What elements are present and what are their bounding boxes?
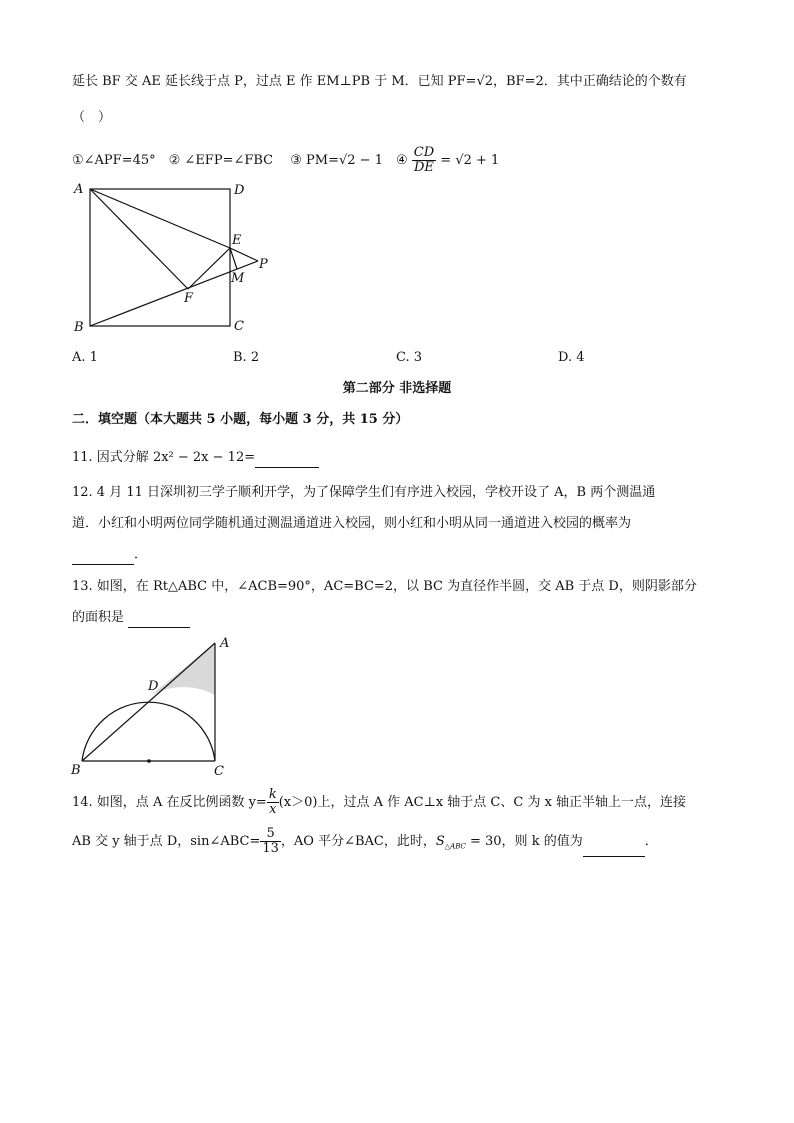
q10-conclusions-text: ①∠APF=45° ② ∠EFP=∠FBC ③ PM=√2 − 1 ④	[72, 153, 408, 168]
label-c: C	[234, 319, 244, 334]
q14-frac-num: k	[268, 787, 277, 802]
center-dot	[147, 759, 151, 763]
label-b: B	[71, 763, 81, 778]
q10-c4-den: DE	[414, 160, 434, 175]
q14-area-label: S	[435, 834, 445, 849]
label-m: M	[231, 271, 245, 286]
q13-line2	[72, 609, 190, 628]
label-d: D	[234, 183, 245, 198]
q14-frac-den: x	[269, 802, 277, 817]
label-d: D	[148, 679, 159, 694]
q10-answer-paren: （ ）	[72, 110, 112, 125]
q14-sin-den: 13	[262, 841, 279, 856]
q10-stem-line1: 延长 BF 交 AE 延长线于点 P，过点 E 作 EM⊥PB 于 M．已知 PF=√2，BF=2．其中正确结论的个数有	[72, 74, 687, 89]
q14-line2-b: ，AO 平分∠BAC，此时，	[280, 834, 436, 849]
q13-semicircle-figure	[68, 632, 243, 782]
q10-conclusions	[72, 146, 499, 175]
q14-sin-num: 5	[260, 827, 281, 842]
q14-line2-c: = 30，则 k 的值为	[465, 834, 583, 849]
section-fill-in-blank: 二．填空题（本大题共 5 小题，每小题 3 分，共 15 分）	[72, 412, 409, 427]
q14-line1-b: (x＞0)上，过点 A 作 AC⊥x 轴于点 C、C 为 x 轴正半轴上一点，连接	[278, 795, 687, 810]
q14-area-sub: △ABC	[444, 842, 466, 851]
q14-line2-a: AB 交 y 轴于点 D，sin∠ABC=	[72, 834, 261, 849]
q10-c4-num: CD	[413, 145, 435, 160]
label-a: A	[74, 182, 84, 197]
q12-line1: 12. 4 月 11 日深圳初三学子顺利开学，为了保障学生们有序进入校园，学校开设了 A，B 两个测温通	[72, 485, 656, 500]
segment-ba	[82, 643, 215, 761]
q13-answer-blank[interactable]	[128, 609, 190, 628]
q11-answer-blank[interactable]	[255, 449, 319, 468]
q14-sin-fraction	[260, 827, 281, 856]
q14-line1-a: 14. 如图，点 A 在反比例函数 y=	[72, 795, 267, 810]
q10-c4-rhs: = √2 + 1	[440, 153, 500, 168]
q12-answer-blank[interactable]	[72, 546, 134, 565]
label-p: P	[259, 257, 268, 272]
q10-square-figure	[68, 178, 288, 343]
label-a: A	[220, 636, 230, 651]
label-c: C	[214, 764, 224, 779]
q12-period: ．	[134, 547, 148, 562]
q11	[72, 449, 319, 468]
q10-option-d[interactable]: D. 4	[558, 350, 585, 365]
label-b: B	[74, 320, 84, 335]
segment-fe	[188, 248, 230, 289]
part2-title: 第二部分 非选择题	[342, 381, 452, 396]
label-e: E	[232, 233, 242, 248]
q13-line2-text: 的面积是	[72, 610, 125, 625]
q10-option-a[interactable]: A. 1	[72, 350, 98, 365]
q10-option-b[interactable]: B. 2	[233, 350, 260, 365]
q14-k-over-x	[267, 788, 279, 817]
q14-answer-blank[interactable]	[583, 828, 645, 857]
q12-line3	[72, 546, 147, 565]
q14-line1	[72, 787, 687, 817]
segment-ae	[90, 189, 230, 248]
square-abcd	[90, 189, 230, 326]
label-f: F	[184, 291, 194, 306]
q10-option-c[interactable]: C. 3	[396, 350, 423, 365]
q12-line2: 道．小红和小明两位同学随机通过测温通道进入校园，则小红和小明从同一通道进入校园的概率为	[72, 516, 632, 531]
q14-line2	[72, 827, 658, 855]
semicircle-arc	[82, 702, 215, 761]
segment-af	[90, 189, 188, 289]
q13-line1: 13. 如图，在 Rt△ABC 中，∠ACB=90°，AC=BC=2，以 BC 为直径作半圆，交 AB 于点 D，则阴影部分	[72, 579, 697, 594]
q11-text: 11. 因式分解 2x² − 2x − 12=	[72, 450, 256, 465]
q10-c4-fraction	[412, 146, 436, 175]
q14-period: ．	[644, 834, 658, 849]
